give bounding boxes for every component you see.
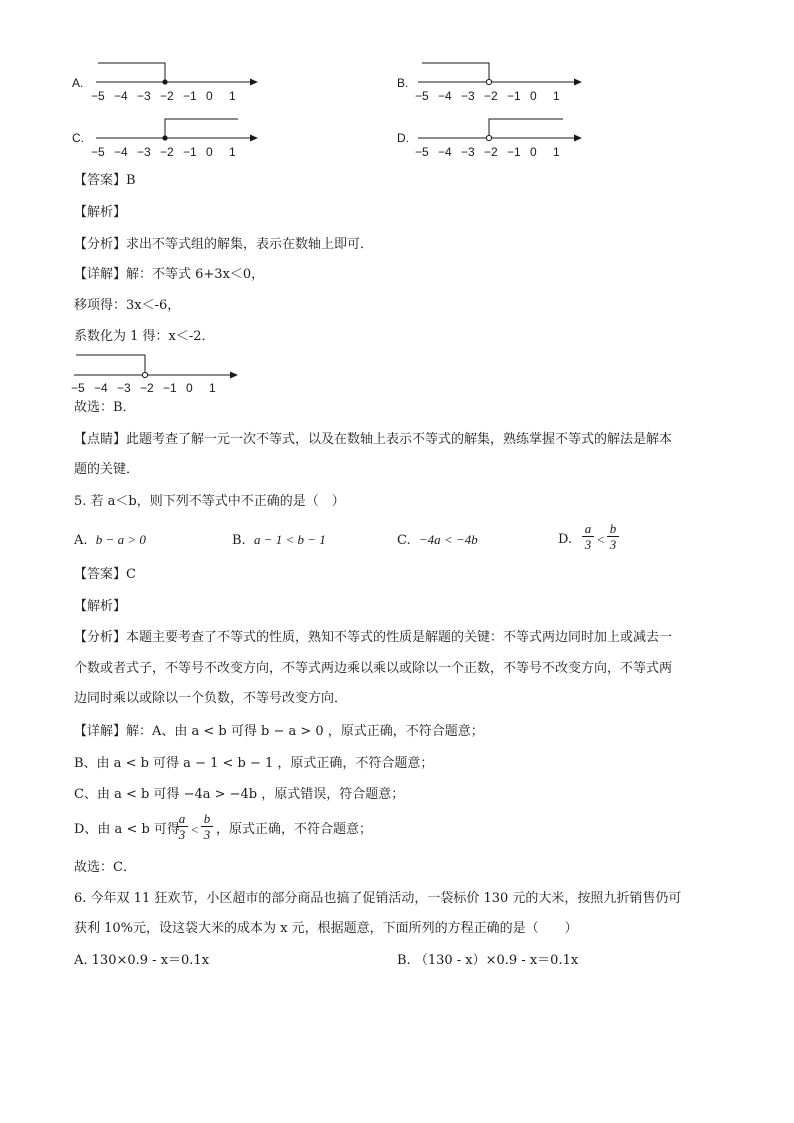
answer-label: 【答案】C [74, 567, 136, 582]
q6-option-b: B. （130 - x）×0.9 - x＝0.1x [397, 953, 579, 968]
analysis-label: 【解析】 [74, 205, 127, 220]
q5-option-b: B. a − 1 < b − 1 [232, 532, 326, 548]
detail-line-b: B、由 a < b 可得 a − 1 < b − 1 ，原式正确，不符合题意； [74, 756, 434, 771]
svg-text:−3: −3 [137, 145, 151, 159]
svg-text:−2: −2 [484, 145, 498, 159]
svg-text:−3: −3 [137, 89, 151, 103]
svg-text:−3: −3 [461, 145, 475, 159]
fraction-a-over-3: a 3 [582, 522, 594, 551]
svg-text:0: 0 [530, 89, 537, 103]
option-b-label: B. [397, 76, 409, 90]
q5-option-a: A. b − a > 0 [74, 532, 146, 548]
comment-line: 【点睛】此题考查了解一元一次不等式，以及在数轴上表示不等式的解集，熟练掌握不等式的解法是解本 [74, 432, 673, 447]
svg-text:−4: −4 [114, 89, 128, 103]
analysis-line: 个数或者式子，不等号不改变方向，不等式两边乘以乘以或除以一个正数，不等号不改变方向，不等式两 [74, 661, 673, 676]
svg-text:0: 0 [206, 89, 213, 103]
hollow-point [142, 372, 147, 377]
svg-text:−1: −1 [507, 145, 521, 159]
less-than-sign: < [191, 822, 199, 837]
svg-text:−5: −5 [415, 89, 429, 103]
arrow-head-icon [250, 135, 258, 142]
axis-ticks [415, 89, 560, 103]
arrow-head-icon [574, 135, 582, 142]
svg-text:−2: −2 [140, 381, 154, 395]
less-than-sign: < [597, 532, 605, 547]
detail-line-c: C、由 a < b 可得 −4a > −4b ，原式错误，符合题意； [74, 787, 405, 802]
svg-text:−2: −2 [160, 89, 174, 103]
detail-line-a: 【详解】解：A、由 a < b 可得 b − a > 0 ，原式正确，不符合题意； [74, 724, 484, 739]
svg-text:−1: −1 [183, 145, 197, 159]
comment-line: 题的关键． [74, 462, 140, 477]
svg-text:−5: −5 [91, 89, 105, 103]
svg-text:−4: −4 [438, 145, 452, 159]
svg-text:1: 1 [209, 381, 216, 395]
option-a-label: A. [72, 76, 84, 90]
q4-option-axes [0, 50, 794, 220]
question-6-stem: 6. 今年双 11 狂欢节，小区超市的部分商品也搞了促销活动，一袋标价 130 元的大米，按照九折销售仍可 [74, 891, 682, 906]
arrow-head-icon [230, 372, 238, 379]
fraction-b-over-3: b 3 [607, 522, 619, 551]
svg-text:−5: −5 [91, 145, 105, 159]
svg-text:0: 0 [530, 145, 537, 159]
svg-text:0: 0 [186, 381, 193, 395]
arrow-head-icon [574, 79, 582, 86]
svg-text:−5: −5 [415, 145, 429, 159]
q6-option-a: A. 130×0.9 - x＝0.1x [74, 953, 210, 968]
svg-text:−5: −5 [71, 381, 85, 395]
hollow-point [486, 79, 491, 84]
choose-line: 故选：B． [74, 400, 136, 415]
svg-text:−1: −1 [507, 89, 521, 103]
question-5-stem: 5. 若 a＜b，则下列不等式中不正确的是（ ） [74, 494, 345, 509]
option-c-label: C. [72, 131, 84, 145]
option-c-numberline [72, 119, 258, 159]
svg-text:1: 1 [553, 145, 560, 159]
q5-option-d-label: D. [558, 532, 573, 547]
fraction-a-over-3: a 3 [176, 812, 188, 841]
analysis-line: 【分析】本题主要考查了不等式的性质，熟知不等式的性质是解题的关键：不等式两边同时加上或减去一 [74, 630, 673, 645]
solution-numberline [60, 350, 320, 396]
detail-line: 【详解】解：不等式 6+3x＜0， [74, 267, 265, 282]
svg-text:1: 1 [229, 89, 236, 103]
hollow-point [486, 135, 491, 140]
q5-option-c: C. −4a < −4b [397, 532, 478, 548]
answer-label: 【答案】B [74, 173, 136, 188]
svg-text:−1: −1 [163, 381, 177, 395]
detail-line-d-prefix: D、由 a < b 可得 [74, 822, 180, 837]
choose-line: 故选：C． [74, 860, 136, 875]
fraction-b-over-3: b 3 [201, 812, 213, 841]
svg-text:−4: −4 [94, 381, 108, 395]
analysis-summary: 【分析】求出不等式组的解集，表示在数轴上即可． [74, 237, 374, 252]
detail-line: 移项得：3x＜-6， [74, 298, 181, 313]
svg-text:1: 1 [553, 89, 560, 103]
svg-text:0: 0 [206, 145, 213, 159]
option-a-numberline [72, 63, 258, 103]
svg-text:−4: −4 [438, 89, 452, 103]
svg-text:−3: −3 [461, 89, 475, 103]
axis-ticks [415, 145, 560, 159]
svg-text:−3: −3 [117, 381, 131, 395]
option-d-numberline [397, 119, 582, 159]
svg-text:−2: −2 [484, 89, 498, 103]
svg-text:−4: −4 [114, 145, 128, 159]
svg-text:−1: −1 [183, 89, 197, 103]
question-6-stem: 获利 10%元，设这袋大米的成本为 x 元，根据题意，下面所列的方程正确的是（ ） [74, 921, 578, 936]
axis-ticks [71, 381, 216, 395]
arrow-head-icon [250, 79, 258, 86]
axis-ticks [91, 145, 236, 159]
svg-text:−2: −2 [160, 145, 174, 159]
solid-point [162, 135, 167, 140]
analysis-label: 【解析】 [74, 599, 127, 614]
solid-point [162, 79, 167, 84]
option-b-numberline [397, 63, 582, 103]
axis-ticks [91, 89, 236, 103]
detail-line: 系数化为 1 得：x＜-2． [74, 329, 215, 344]
analysis-line: 边同时乘以或除以一个负数，不等号改变方向． [74, 691, 348, 706]
option-d-label: D. [397, 131, 409, 145]
svg-text:1: 1 [229, 145, 236, 159]
detail-line-d-suffix: ，原式正确，不符合题意； [216, 822, 373, 837]
